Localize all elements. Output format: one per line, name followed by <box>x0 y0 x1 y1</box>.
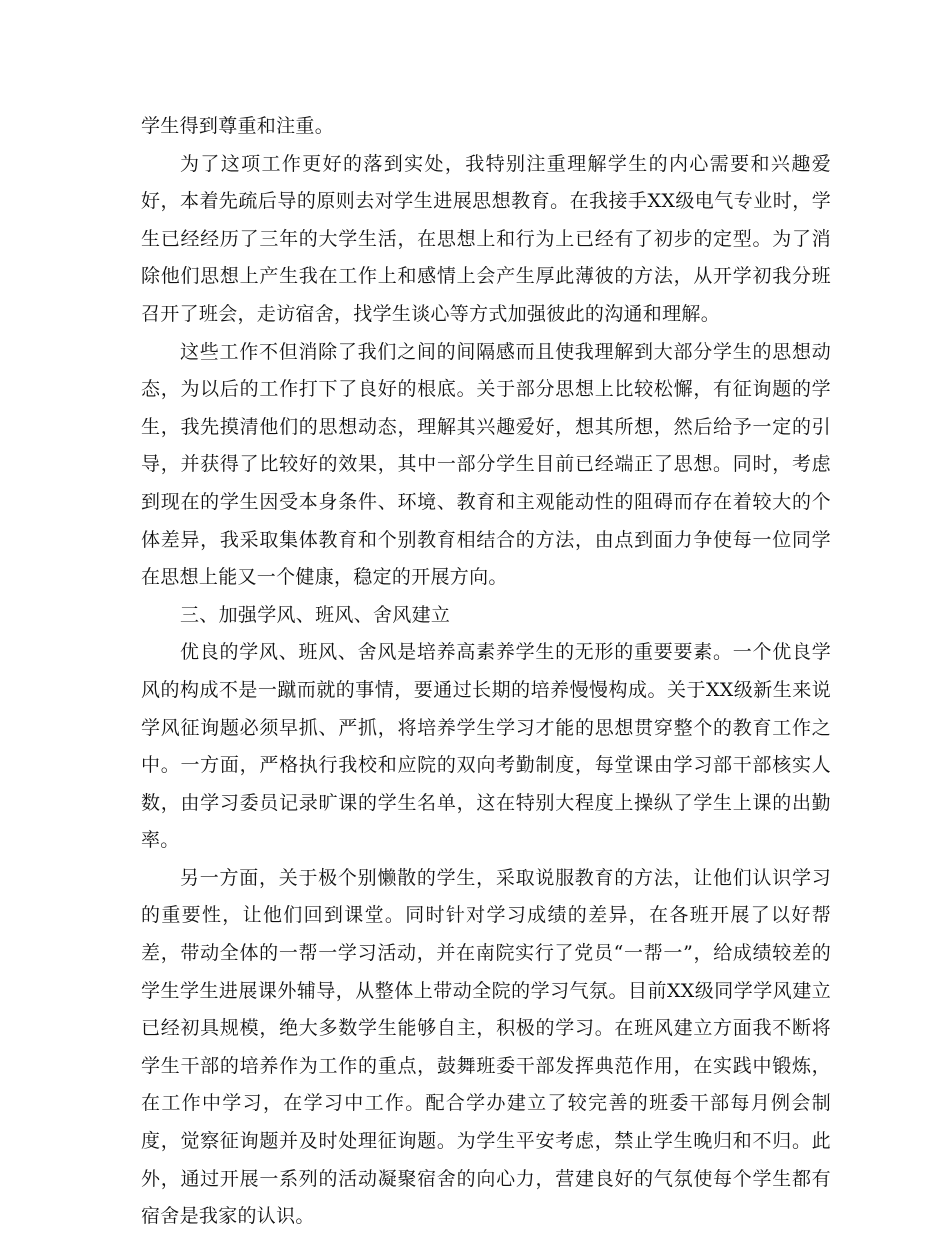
paragraph-1: 学生得到尊重和注重。 <box>141 115 335 137</box>
paragraph-5: 另一方面，关于极个别懒散的学生，采取说服教育的方法，让他们认识学习的重要性，让他们回到课堂。同时针对学习成绩的差异，在各班开展了以好帮差，带动全体的一帮一学习活动，并在南院实行了党员“一帮一”，给成绩较差的学生学生进展课外辅导，从整体上带动全院的学习气氛。目前XX级同学学风建立已经初具规模，绝大多数学生能够自主，积极的学习。在班风建立方面我不断将学生干部的培养作为工作的重点，鼓舞班委干部发挥典范作用，在实践中锻炼，在工作中学习，在学习中工作。配合学办建立了较完善的班委干部每月例会制度，觉察征询题并及时处理征询题。为学生平安考虑，禁止学生晚归和不归。此外，通过开展一系列的活动凝聚宿舍的向心力，营建良好的气氛使每个学生都有宿舍是我家的认识。 <box>141 866 831 1228</box>
paragraph-3: 这些工作不但消除了我们之间的间隔感而且使我理解到大部分学生的思想动态，为以后的工作打下了良好的根底。关于部分思想上比较松懈，有征询题的学生，我先摸清他们的思想动态，理解其兴趣爱好，想其所想，然后给予一定的引导，并获得了比较好的效果，其中一部分学生目前已经端正了思想。同时，考虑到现在的学生因受本身条件、环境、教育和主观能动性的阻碍而存在着较大的个体差异，我采取集体教育和个别教育相结合的方法，由点到面力争使每一位同学在思想上能又一个健康，稳定的开展方向。 <box>141 340 831 589</box>
paragraph-4: 优良的学风、班风、舍风是培养高素养学生的无形的重要要素。一个优良学风的构成不是一蹴而就的事情，要通过长期的培养慢慢构成。关于XX级新生来说学风征询题必须早抓、严抓，将培养学生学习才能的思想贯穿整个的教育工作之中。一方面，严格执行我校和应院的双向考勤制度，每堂课由学习部干部核实人数，由学习委员记录旷课的学生名单，这在特别大程度上操纵了学生上课的出勤率。 <box>141 641 831 852</box>
section-heading: 三、加强学风、班风、舍风建立 <box>180 603 451 626</box>
document-body <box>141 108 831 1236</box>
paragraph-2: 为了这项工作更好的落到实处，我特别注重理解学生的内心需要和兴趣爱好，本着先疏后导的原则去对学生进展思想教育。在我接手XX级电气专业时，学生已经经历了三年的大学生活，在思想上和行为上已经有了初步的定型。为了消除他们思想上产生我在工作上和感情上会产生厚此薄彼的方法，从开学初我分班召开了班会，走访宿舍，找学生谈心等方式加强彼此的沟通和理解。 <box>141 152 831 325</box>
